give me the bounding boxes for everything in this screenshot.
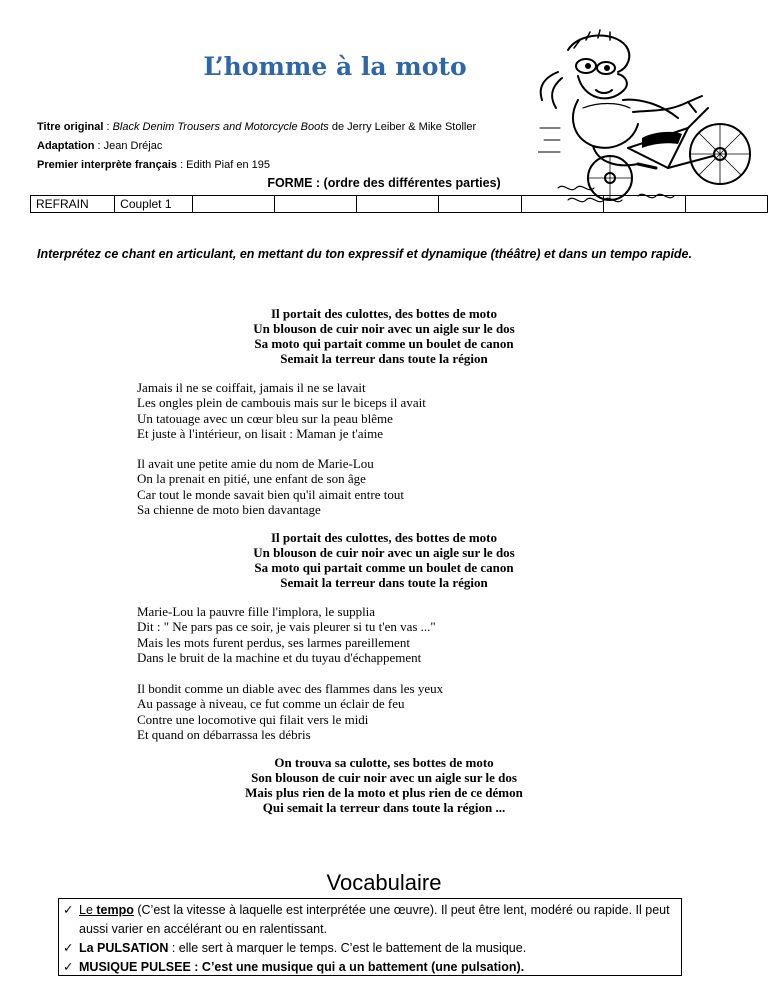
form-cell-2: Couplet 1 [115,196,193,213]
lyric-line: Car tout le monde savait bien qu'il aimait entre tout [137,486,404,502]
couplet-3 [137,604,436,665]
form-cell-5 [357,196,439,213]
lyric-line: Qui semait la terreur dans toute la région ... [262,800,506,815]
first-performer-value: : Edith Piaf en 195 [177,159,270,171]
vocabulary-text [79,939,526,958]
couplet-1 [137,380,426,441]
term-tempo: tempo [96,903,134,917]
final-refrain [0,755,768,815]
lyric-line: Il avait une petite amie du nom de Marie-Lou [137,456,374,471]
lyric-line: Semait la terreur dans toute la région [280,575,488,590]
original-title-line [37,118,476,137]
form-cell-3 [193,196,275,213]
lyric-line: On la prenait en pitié, une enfant de son âge [137,471,366,487]
adaptation-value: : Jean Dréjac [94,140,163,152]
couplet-4 [137,681,443,742]
lyric-line: Au passage à niveau, ce fut comme un éclair de feu [137,696,405,712]
refrain-2 [0,530,768,590]
checkmark-icon: ✓ [63,960,74,974]
lyric-line: Dit : " Ne pars pas ce soir, je vais pleurer si tu t'en vas ..." [137,619,436,635]
definition-musique-pulsee: MUSIQUE PULSEE : C’est une musique qui a un battement (une pulsation). [79,960,525,974]
vocabulary-text [79,901,677,939]
lyric-line: Il bondit comme un diable avec des flammes dans les yeux [137,681,444,696]
term-pulsation: La PULSATION [79,941,169,955]
couplet-2 [137,456,404,517]
form-table [30,195,768,213]
form-heading: FORME : (ordre des différentes parties) [267,176,501,190]
first-performer-line [37,156,476,175]
form-cell-6 [439,196,521,213]
performance-instruction: Interprétez ce chant en articulant, en mettant du ton expressif et dynamique (théâtre) et dans un tempo rapide. [37,247,692,261]
original-title-value: Black Denim Trousers and Motorcycle Boots [112,121,329,133]
lyric-line: Et quand on débarrassa les débris [137,726,311,742]
adaptation-label: Adaptation [37,140,95,152]
lyric-line: Sa chienne de moto bien davantage [137,501,321,517]
lyric-line: Un blouson de cuir noir avec un aigle sur le dos [253,545,515,560]
form-cell-4 [275,196,357,213]
lyric-line: Contre une locomotive qui filait vers le midi [137,711,369,727]
vocabulary-box [58,898,682,976]
lyric-line: Un blouson de cuir noir avec un aigle sur le dos [253,321,515,336]
vocabulary-heading: Vocabulaire [326,870,442,895]
song-info [37,118,476,175]
lyric-line: Mais plus rien de la moto et plus rien de ce démon [245,785,523,800]
form-cell-8 [603,196,685,213]
checkmark-icon: ✓ [63,941,74,955]
lyric-line: On trouva sa culotte, ses bottes de moto [274,755,494,770]
lyric-line: Marie-Lou la pauvre fille l'implora, le supplia [137,604,376,619]
separator: : [103,121,113,133]
vocabulary-item-musique-pulsee [63,958,677,977]
definition-pulsation: : elle sert à marquer le temps. C’est le battement de la musique. [168,941,527,955]
lyric-line: Il portait des culottes, des bottes de moto [270,306,498,321]
authors: de Jerry Leiber & Mike Stoller [328,121,477,133]
term-prefix: Le [79,903,97,917]
vocabulary-item-tempo [63,901,677,939]
lyric-line: Sa moto qui partait comme un boulet de canon [254,336,514,351]
definition-tempo: (C’est la vitesse à laquelle est interprétée une œuvre). Il peut être lent, modéré ou rapide. Il peut aussi varier en accélérant ou en ralentissant. [79,903,670,936]
form-cell-1: REFRAIN [31,196,115,213]
lyric-line: Son blouson de cuir noir avec un aigle sur le dos [251,770,517,785]
original-title-label: Titre original [37,121,104,133]
lyric-line: Il portait des culottes, des bottes de moto [270,530,498,545]
lyric-line: Semait la terreur dans toute la région [280,351,488,366]
page-title: L’homme à la moto [203,52,467,81]
lyric-line: Et juste à l'intérieur, on lisait : Maman je t'aime [137,425,384,441]
form-cell-7 [521,196,603,213]
refrain-1 [0,306,768,366]
form-cell-9 [685,196,767,213]
form-row [31,196,768,213]
lyric-line: Sa moto qui partait comme un boulet de canon [254,560,514,575]
lyric-line: Jamais il ne se coiffait, jamais il ne se lavait [137,380,366,395]
lyric-line: Mais les mots furent perdus, ses larmes pareillement [137,634,410,650]
lyric-line: Un tatouage avec un cœur bleu sur la peau blême [137,410,393,426]
checkmark-icon: ✓ [63,903,74,917]
lyric-line: Dans le bruit de la machine et du tuyau d'échappement [137,649,422,665]
adaptation-line [37,137,476,156]
lyric-line: Les ongles plein de cambouis mais sur le biceps il avait [137,395,426,411]
first-performer-label: Premier interprète français [37,159,178,171]
vocabulary-item-pulsation [63,939,677,958]
